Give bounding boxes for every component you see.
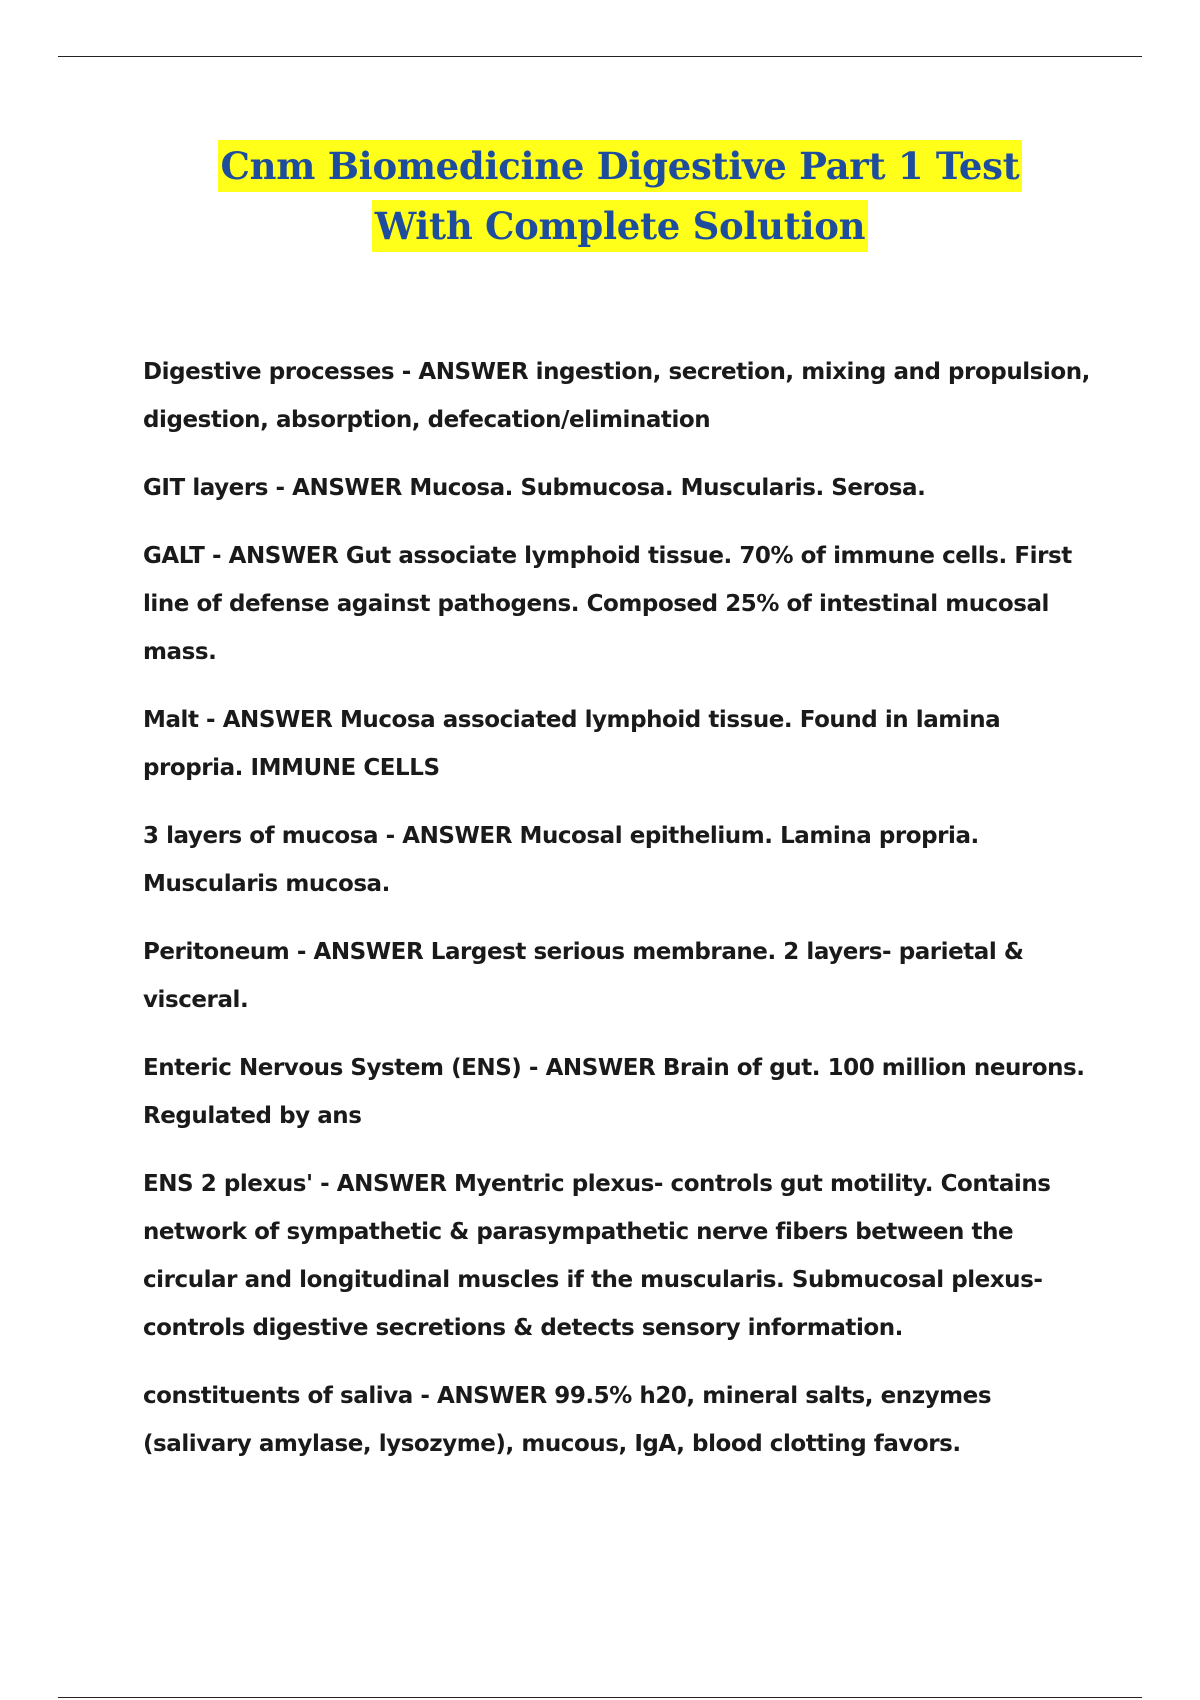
document-title [0, 140, 1200, 260]
qa-list [143, 348, 1093, 1488]
top-divider [58, 56, 1142, 57]
qa-item: Digestive processes - ANSWER ingestion, secretion, mixing and propulsion, digestion, absorption, defecation/elimination [143, 359, 1090, 433]
qa-item: constituents of saliva - ANSWER 99.5% h20, mineral salts, enzymes (salivary amylase, lysozyme), mucous, IgA, blood clotting favors. [143, 1383, 992, 1457]
qa-item: 3 layers of mucosa - ANSWER Mucosal epithelium. Lamina propria. Muscularis mucosa. [143, 823, 979, 897]
bottom-divider [58, 1697, 1142, 1698]
title-line-2: With Complete Solution [372, 200, 869, 252]
qa-item: ENS 2 plexus' - ANSWER Myentric plexus- controls gut motility. Contains network of sympathetic & parasympathetic nerve fibers between the circular and longitudinal muscles if the muscularis. Submucosal plexus- controls digestive secretions & detects sensory information. [143, 1171, 1051, 1341]
qa-item: Enteric Nervous System (ENS) - ANSWER Brain of gut. 100 million neurons. Regulated by ans [143, 1055, 1085, 1129]
qa-item: GIT layers - ANSWER Mucosa. Submucosa. Muscularis. Serosa. [143, 475, 926, 501]
qa-item: Malt - ANSWER Mucosa associated lymphoid tissue. Found in lamina propria. IMMUNE CELLS [143, 707, 1001, 781]
title-line-1: Cnm Biomedicine Digestive Part 1 Test [218, 140, 1023, 192]
qa-item: GALT - ANSWER Gut associate lymphoid tissue. 70% of immune cells. First line of defense against pathogens. Composed 25% of intestinal mucosal mass. [143, 543, 1072, 665]
qa-item: Peritoneum - ANSWER Largest serious membrane. 2 layers- parietal & visceral. [143, 939, 1024, 1013]
